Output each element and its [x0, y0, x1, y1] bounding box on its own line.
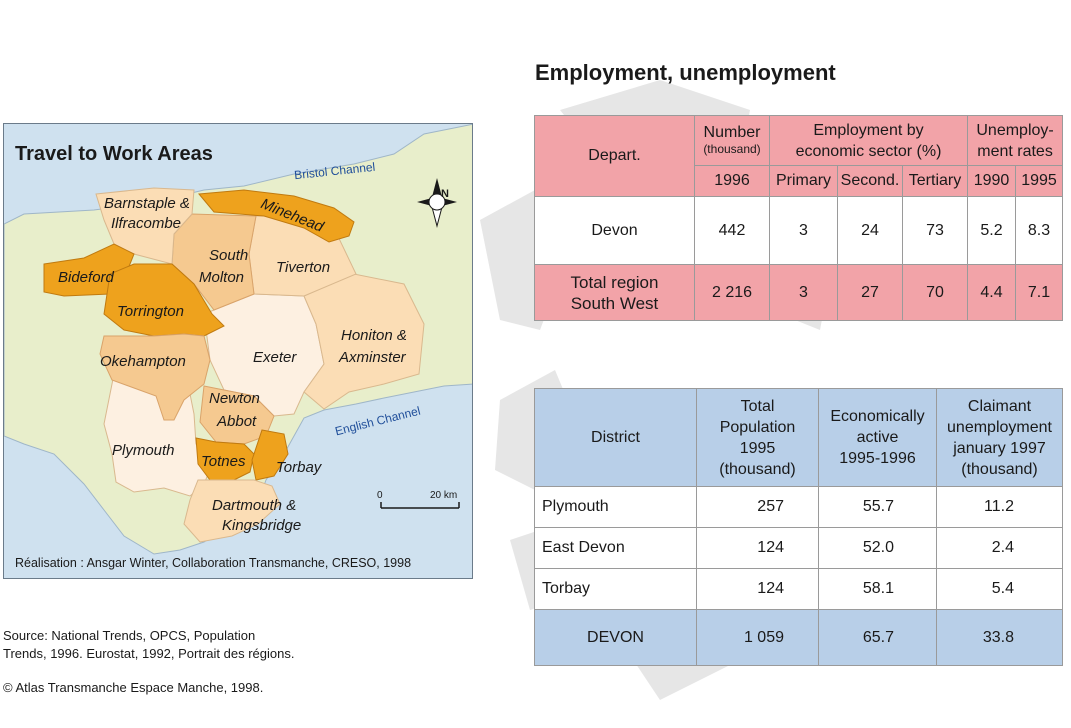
row-second: 27 [838, 265, 903, 321]
label-bideford: Bideford [58, 269, 114, 286]
row-unemp-1990: 4.4 [968, 265, 1016, 321]
table-row [535, 528, 1063, 569]
header-employment-sector [770, 116, 968, 166]
row-number: 442 [695, 197, 770, 265]
row-tertiary: 70 [903, 265, 968, 321]
label-kingsbridge: Kingsbridge [222, 517, 302, 534]
district-pop: 257 [697, 487, 819, 528]
header-pop-line-2: Population [719, 418, 796, 436]
header-act-line-3: 1995-1996 [839, 450, 916, 467]
table-row [535, 569, 1063, 610]
row-name-line-2: South West [570, 293, 659, 313]
district-name: Plymouth [535, 487, 697, 528]
copyright-note: © Atlas Transmanche Espace Manche, 1998. [3, 680, 264, 695]
district-claimant: 33.8 [937, 610, 1063, 666]
header-number [695, 116, 770, 166]
header-pop-line-3: 1995 [739, 439, 776, 457]
district-name: East Devon [535, 528, 697, 569]
scale-bar [381, 502, 459, 508]
label-plymouth: Plymouth [112, 442, 175, 459]
district-active: 65.7 [819, 610, 937, 666]
header-pop-line-1: Total [740, 397, 775, 415]
row-primary: 3 [770, 265, 838, 321]
travel-to-work-map [3, 123, 473, 579]
label-minehead: Minehead [258, 195, 326, 236]
row-name [535, 265, 695, 321]
label-torbay: Torbay [276, 459, 322, 476]
employment-table [534, 115, 1063, 321]
row-primary: 3 [770, 197, 838, 265]
label-torrington: Torrington [117, 303, 184, 320]
header-number-unit: (thousand) [703, 141, 761, 156]
header-second: Second. [838, 166, 903, 197]
district-table [534, 388, 1063, 666]
scale-end-label: 20 km [430, 490, 458, 501]
label-tiverton: Tiverton [276, 259, 331, 276]
map-credit: Réalisation : Ansgar Winter, Collaboration Transmanche, CRESO, 1998 [15, 556, 412, 570]
header-population [697, 389, 819, 487]
label-exeter: Exeter [253, 349, 297, 366]
header-1995: 1995 [1016, 166, 1063, 197]
district-active: 55.7 [819, 487, 937, 528]
row-name-line-1: Total region [570, 272, 659, 292]
district-name: DEVON [535, 610, 697, 666]
row-second: 24 [838, 197, 903, 265]
label-ilfracombe: Ilfracombe [111, 215, 182, 232]
district-claimant: 11.2 [937, 487, 1063, 528]
header-unemp-line-1: Unemploy- [976, 121, 1054, 139]
header-cl-line-3: january 1997 [953, 439, 1046, 457]
header-depart: Depart. [535, 116, 695, 197]
label-dartmouth: Dartmouth & [212, 497, 297, 514]
table-row [535, 487, 1063, 528]
label-totnes: Totnes [201, 453, 246, 470]
row-tertiary: 73 [903, 197, 968, 265]
district-active: 52.0 [819, 528, 937, 569]
district-claimant: 2.4 [937, 528, 1063, 569]
row-name: Devon [535, 197, 695, 265]
source-note [3, 627, 294, 663]
header-primary: Primary [770, 166, 838, 197]
header-pop-line-4: (thousand) [719, 460, 796, 478]
compass-north-label: N [441, 188, 449, 200]
header-active [819, 389, 937, 487]
row-unemp-1995: 8.3 [1016, 197, 1063, 265]
header-number-label: Number [703, 123, 761, 141]
district-active: 58.1 [819, 569, 937, 610]
label-newton: Newton [209, 390, 260, 407]
label-honiton: Honiton & [341, 327, 407, 344]
header-sector-line-1: Employment by [813, 121, 924, 139]
row-number: 2 216 [695, 265, 770, 321]
header-act-line-1: Economically [830, 408, 925, 425]
sea-label-bristol-channel: Bristol Channel [293, 159, 376, 183]
label-abbot: Abbot [217, 413, 257, 430]
header-cl-line-4: (thousand) [961, 460, 1038, 478]
source-line-1: Source: National Trends, OPCS, Population [3, 628, 256, 643]
scale-start-label: 0 [377, 490, 383, 501]
header-1990: 1990 [968, 166, 1016, 197]
label-molton: Molton [199, 269, 245, 286]
header-unemp-line-2: ment rates [977, 142, 1053, 160]
header-year-1996: 1996 [695, 166, 770, 197]
label-barnstaple: Barnstaple & [104, 195, 190, 212]
employment-title: Employment, unemployment [535, 60, 836, 85]
map-title: Travel to Work Areas [15, 143, 213, 165]
header-district: District [535, 389, 697, 487]
header-cl-line-1: Claimant [967, 397, 1032, 415]
header-unemployment-rates [968, 116, 1063, 166]
district-pop: 1 059 [697, 610, 819, 666]
header-claimant [937, 389, 1063, 487]
label-axminster: Axminster [339, 349, 406, 366]
district-pop: 124 [697, 528, 819, 569]
header-tertiary: Tertiary [903, 166, 968, 197]
header-sector-line-2: economic sector (%) [795, 142, 942, 160]
table-row [535, 197, 1063, 265]
label-south: South [209, 247, 249, 264]
district-name: Torbay [535, 569, 697, 610]
table-row [535, 265, 1063, 321]
table-row [535, 610, 1063, 666]
district-pop: 124 [697, 569, 819, 610]
sea-label-english-channel: English Channel [333, 403, 422, 439]
district-claimant: 5.4 [937, 569, 1063, 610]
row-unemp-1990: 5.2 [968, 197, 1016, 265]
source-line-2: Trends, 1996. Eurostat, 1992, Portrait des régions. [3, 646, 295, 661]
label-okehampton: Okehampton [100, 353, 186, 370]
row-unemp-1995: 7.1 [1016, 265, 1063, 321]
header-cl-line-2: unemployment [947, 418, 1052, 436]
header-act-line-2: active [856, 429, 899, 446]
